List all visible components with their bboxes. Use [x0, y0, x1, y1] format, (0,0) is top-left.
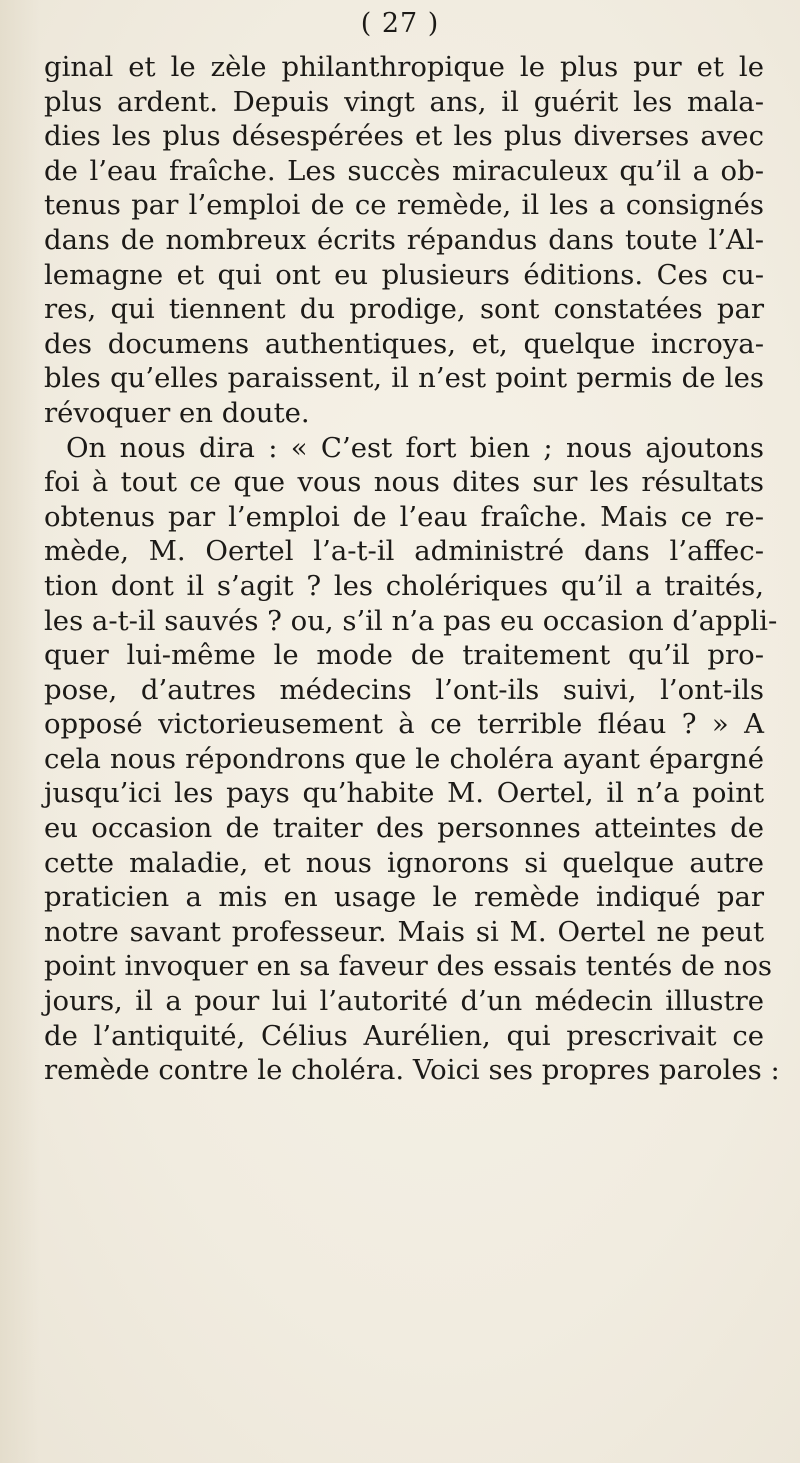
body-text — [44, 50, 780, 1088]
text-line: foi à tout ce que vous nous dites sur les résultats — [44, 466, 764, 499]
text-line: des documens authentiques, et, quelque incroya- — [44, 327, 764, 360]
text-line: lemagne et qui ont eu plusieurs éditions. Ces cu- — [44, 258, 764, 291]
text-line: tion dont il s’agit ? les cholériques qu’il a traités, — [44, 569, 764, 602]
text-line: pose, d’autres médecins l’ont-ils suivi, l’ont-ils — [44, 673, 764, 706]
page-number: ( 27 ) — [360, 8, 440, 39]
text-line: quer lui-même le mode de traitement qu’il pro- — [44, 639, 764, 672]
text-line: cela nous répondrons que le choléra ayant épargné — [44, 742, 764, 775]
text-line: mède, M. Oertel l’a-t-il administré dans l’affec- — [44, 535, 764, 568]
text-line: res, qui tiennent du prodige, sont constatées par — [44, 293, 764, 326]
text-line: notre savant professeur. Mais si M. Oertel ne peut — [44, 915, 764, 948]
text-line: bles qu’elles paraissent, il n’est point permis de les — [44, 362, 764, 395]
text-line: remède contre le choléra. Voici ses propres paroles : — [44, 1054, 780, 1087]
text-line: cette maladie, et nous ignorons si quelque autre — [44, 846, 764, 879]
text-line: praticien a mis en usage le remède indiqué par — [44, 881, 764, 914]
text-line: de l’eau fraîche. Les succès miraculeux qu’il a ob- — [44, 154, 764, 187]
text-line: opposé victorieusement à ce terrible fléau ? » A — [44, 708, 764, 741]
text-line: tenus par l’emploi de ce remède, il les a consignés — [44, 189, 764, 222]
text-line: les a-t-il sauvés ? ou, s’il n’a pas eu occasion d’appli- — [44, 604, 778, 637]
text-line: eu occasion de traiter des personnes atteintes de — [44, 812, 764, 845]
text-line: dies les plus désespérées et les plus diverses avec — [44, 120, 764, 153]
gutter-shadow — [0, 0, 40, 1463]
text-line: révoquer en doute. — [44, 396, 310, 429]
text-line: On nous dira : « C’est fort bien ; nous ajoutons — [66, 431, 764, 464]
text-line: obtenus par l’emploi de l’eau fraîche. Mais ce re- — [44, 500, 764, 533]
text-line: de l’antiquité, Célius Aurélien, qui prescrivait ce — [44, 1019, 764, 1052]
text-line: dans de nombreux écrits répandus dans toute l’Al- — [44, 223, 764, 256]
text-line: point invoquer en sa faveur des essais tentés de nos — [44, 950, 772, 983]
text-line: ginal et le zèle philanthropique le plus pur et le — [44, 51, 764, 83]
text-line: plus ardent. Depuis vingt ans, il guérit les mala- — [44, 85, 764, 118]
text-line: jusqu’ici les pays qu’habite M. Oertel, il n’a point — [44, 777, 764, 810]
text-line: jours, il a pour lui l’autorité d’un médecin illustre — [44, 985, 764, 1018]
